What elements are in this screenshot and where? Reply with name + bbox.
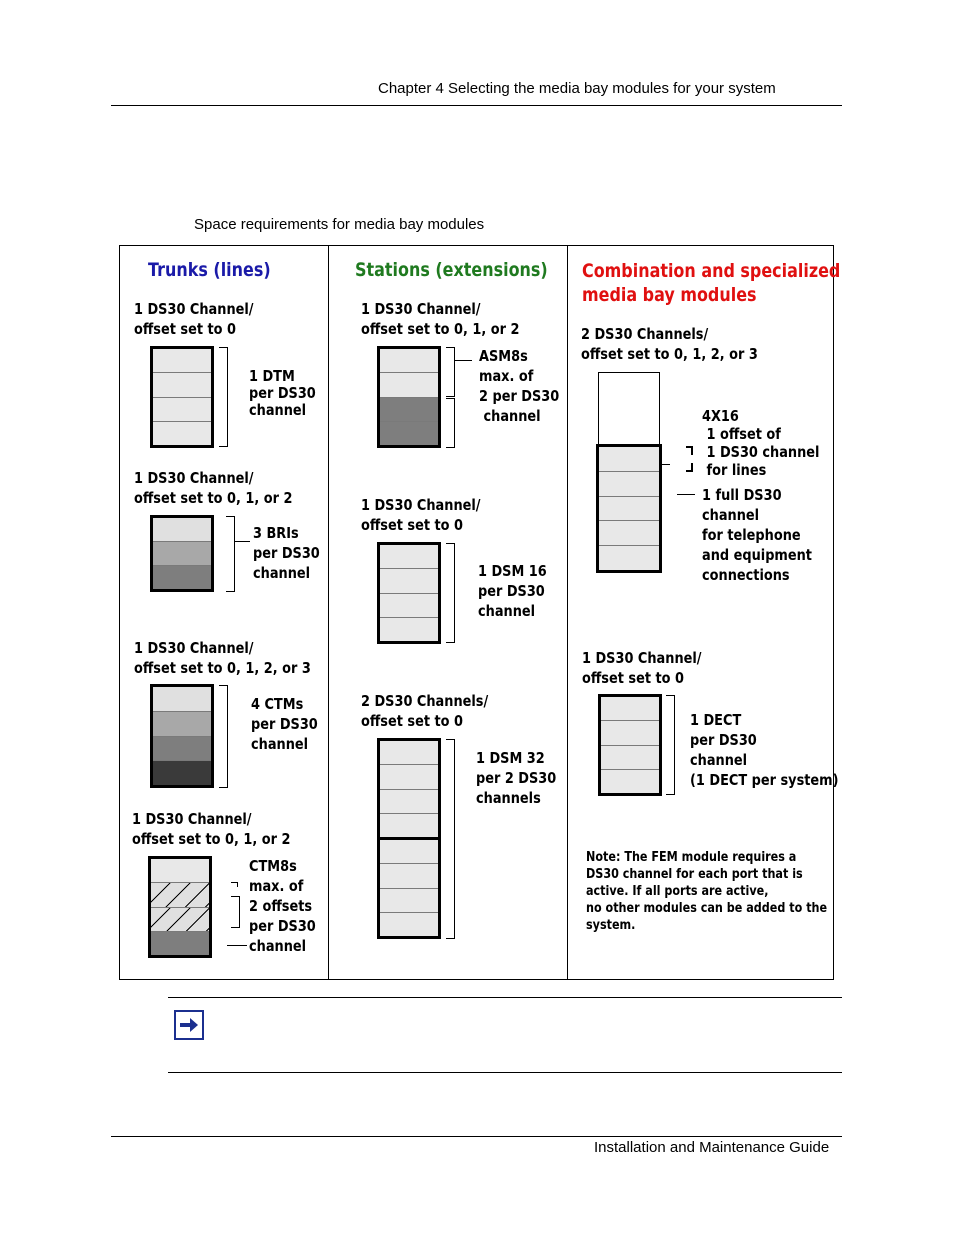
bri-module-stack [150,515,214,592]
chapter-header: Chapter 4 Selecting the media bay modules for your system [378,80,776,97]
4x16-label-a: 4X16 1 offset of 1 DS30 channel for lines [702,407,820,479]
dsm16-label: 1 DSM 16 per DS30 channel [478,562,547,620]
4x16-full-leader [677,494,695,495]
asm8-bracket-2 [446,398,455,448]
dtm-module-stack [150,346,214,448]
ctm-bracket [219,685,228,788]
asm8-leader [454,360,472,361]
asm8-module-stack [377,346,441,448]
figure-caption: Space requirements for media bay modules [194,216,485,233]
ctm-label: 4 CTMs per DS30 channel [251,695,318,753]
dsm32-offset-text: 2 DS30 Channels/ offset set to 0 [361,692,489,730]
right-arrow-icon [174,1010,204,1040]
fem-note: Note: The FEM module requires a DS30 channel for each port that is active. If all ports are active, no other modules can be added to the system. [586,850,828,933]
footer-rule [111,1136,842,1137]
dsm16-module-stack [377,542,441,644]
ctm8-tick-1-v [237,882,238,887]
dsm32-label: 1 DSM 32 per 2 DS30 channels [476,749,557,807]
dtm-offset-text: 1 DS30 Channel/ offset set to 0 [134,300,254,338]
asm8-offset-text: 1 DS30 Channel/ offset set to 0, 1, or 2 [361,300,520,338]
4x16-lines-bracket-bottom [686,463,693,472]
dect-bracket [666,695,675,795]
dsm32-bracket [446,739,455,939]
4x16-lines-bracket-top [686,446,693,455]
4x16-module-stack [596,444,662,573]
bri-bracket [226,516,235,592]
column-divider-2 [567,245,568,980]
dect-offset-text: 1 DS30 Channel/ offset set to 0 [582,649,702,687]
footer-guide-title: Installation and Maintenance Guide [594,1139,830,1156]
dtm-label: 1 DTM per DS30 channel [249,367,316,419]
bri-label: 3 BRIs per DS30 channel [253,524,320,582]
ctm8-module-stack [148,856,212,958]
ctm-offset-text: 1 DS30 Channel/ offset set to 0, 1, 2, or 3 [134,639,311,677]
ctm8-bracket [231,896,240,928]
dtm-bracket [219,347,228,447]
header-rule [111,105,842,106]
dect-label: 1 DECT per DS30 channel (1 DECT per system) [690,711,839,789]
asm8-bracket-1 [446,347,455,397]
4x16-side-line [665,470,673,572]
ctm8-offset-text: 1 DS30 Channel/ offset set to 0, 1, or 2 [132,810,291,848]
dsm32-module-stack-2 [377,837,441,939]
ctm8-label: CTM8s max. of 2 offsets per DS30 channel [249,857,316,955]
ctm8-leader [227,945,247,946]
note-rule-bottom [168,1072,842,1073]
4x16-label-b: 1 full DS30 channel for telephone and equipment connections [702,486,812,584]
combination-title: Combination and specialized media bay modules [582,260,841,306]
stations-title: Stations (extensions) [355,259,548,281]
4x16-offset-text: 2 DS30 Channels/ offset set to 0, 1, 2, or 3 [581,325,758,363]
dsm16-offset-text: 1 DS30 Channel/ offset set to 0 [361,496,481,534]
ctm-module-stack [150,684,214,788]
note-rule-top [168,997,842,998]
bri-leader [234,541,250,542]
bri-offset-text: 1 DS30 Channel/ offset set to 0, 1, or 2 [134,469,293,507]
4x16-empty-slot [598,372,660,445]
dsm16-bracket [446,543,455,643]
4x16-lines-leader [662,464,670,465]
dect-module-stack [598,694,662,796]
column-divider-1 [328,245,329,980]
trunks-title: Trunks (lines) [148,259,271,281]
dsm32-module-stack-1 [377,738,441,840]
asm8-label: ASM8s max. of 2 per DS30 channel [479,347,560,425]
